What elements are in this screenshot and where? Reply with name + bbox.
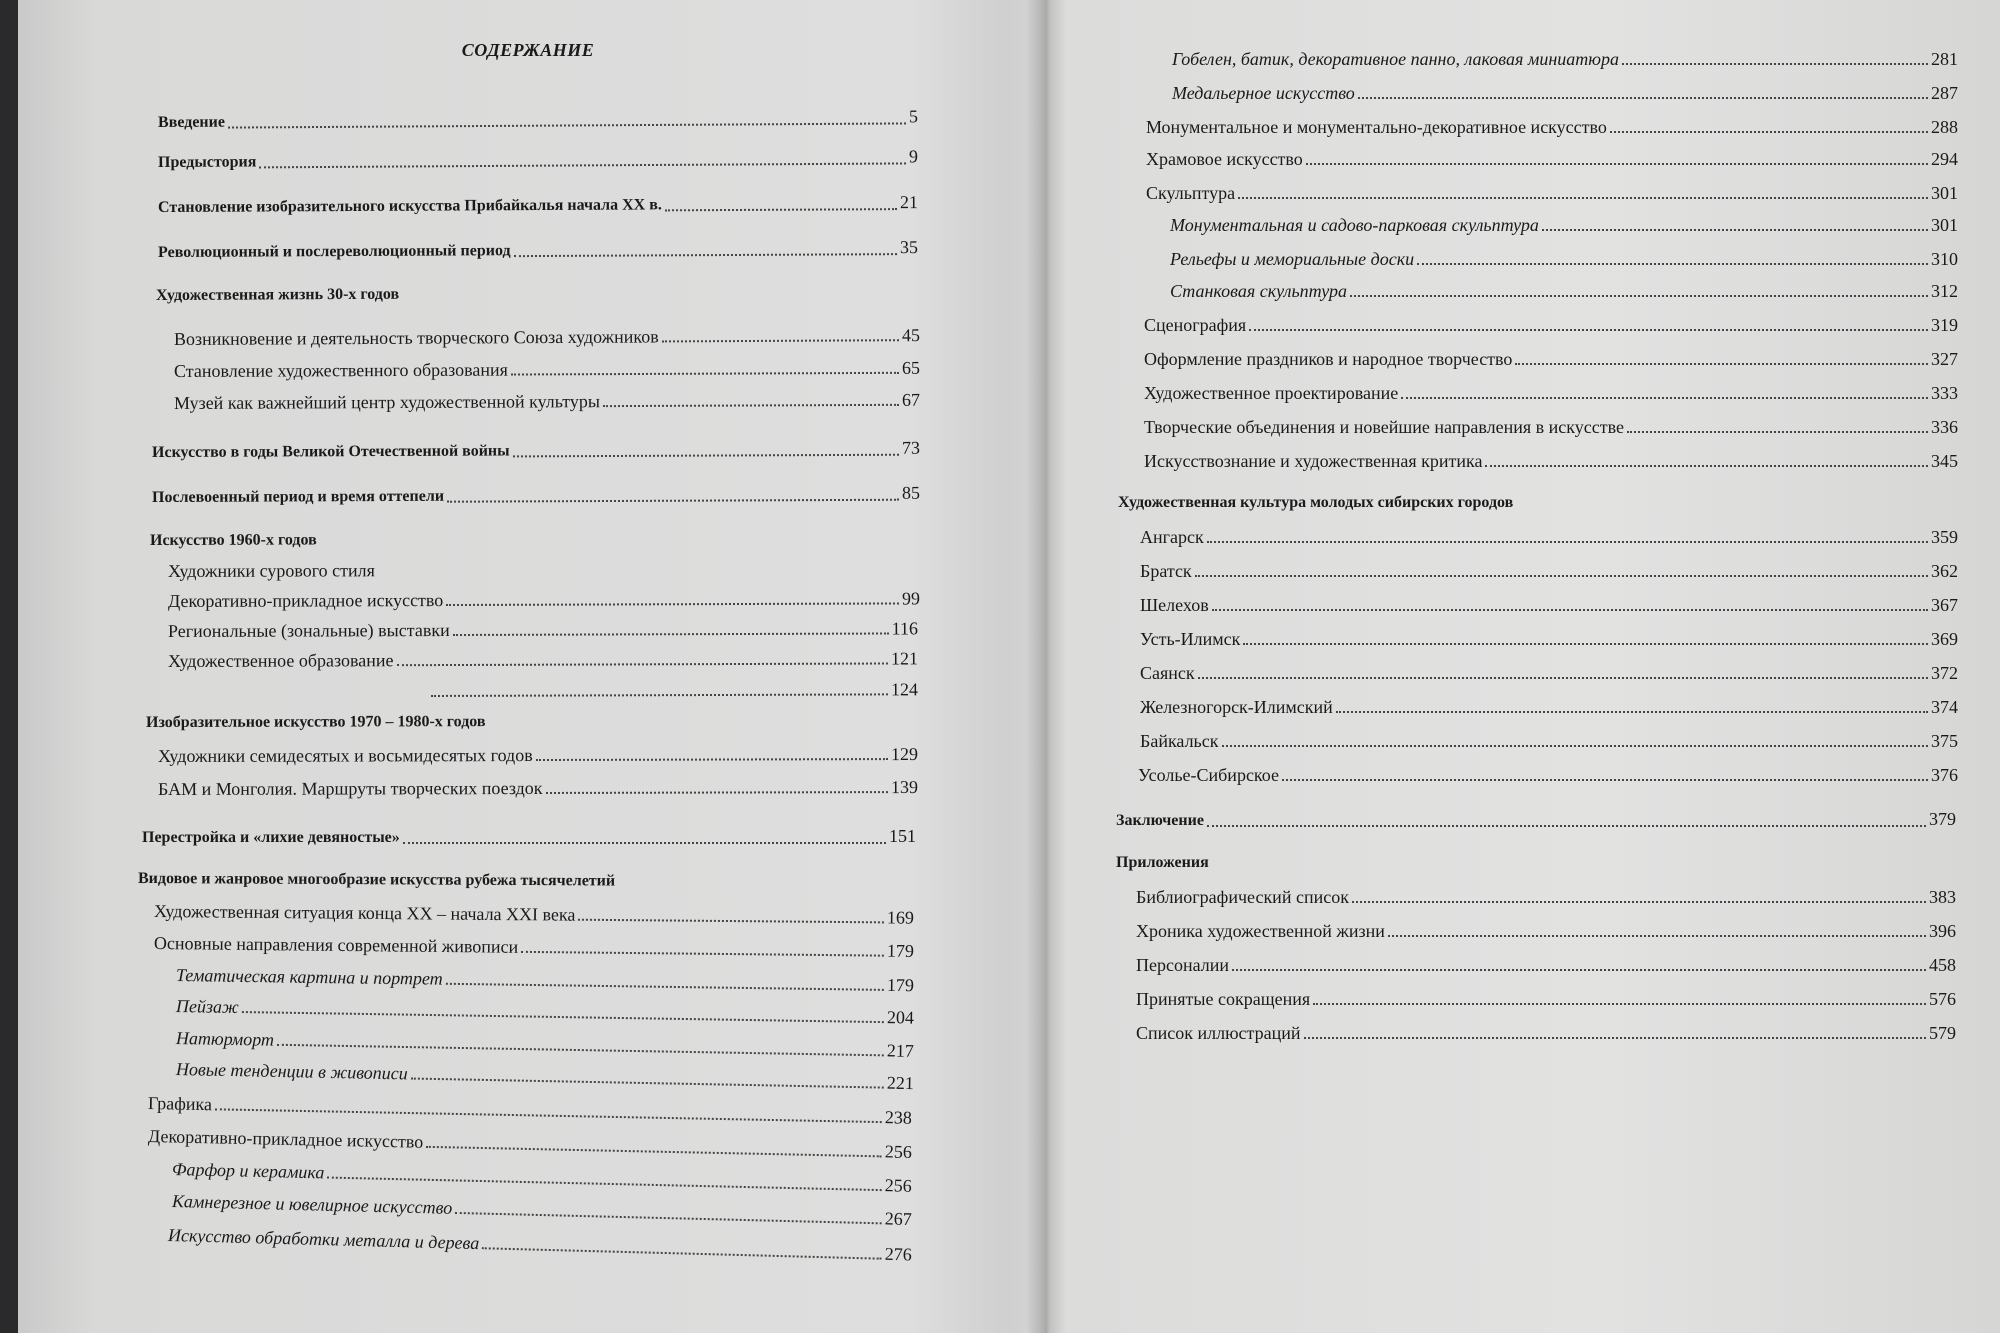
toc-entry-label: Художественная культура молодых сибирских городов (1118, 494, 1514, 511)
toc-entry-page-number: 327 (1931, 349, 1958, 369)
toc-entry-page-number: 256 (884, 1141, 913, 1162)
toc-entry-right-12 (1144, 450, 1958, 472)
toc-entry-label: Фарфор и керамика (171, 1159, 325, 1183)
toc-entry-label: Графика (147, 1093, 213, 1115)
toc-leader-dots (426, 1146, 882, 1158)
toc-entry-label: Предыстория (157, 153, 257, 171)
toc-entry-right-15 (1140, 560, 1958, 582)
toc-entry-right-28 (1136, 1022, 1956, 1044)
toc-entry-page-number: 333 (1931, 383, 1958, 403)
toc-entry-page-number: 374 (1931, 697, 1958, 717)
toc-entry-right-24 (1136, 886, 1956, 908)
toc-entry-left-12 (168, 587, 920, 612)
toc-entry-page-number: 336 (1931, 417, 1958, 437)
toc-entry-page-number: 287 (1931, 83, 1958, 103)
toc-leader-dots (403, 842, 886, 844)
toc-entry-label: Библиографический список (1136, 887, 1349, 907)
toc-entry-label: Медальерное искусство (1172, 83, 1355, 103)
toc-entry-left-11 (168, 559, 375, 582)
toc-entry-label: Рельефы и мемориальные доски (1170, 249, 1415, 269)
toc-entry-left-10 (150, 529, 317, 552)
toc-entry-right-23 (1116, 852, 1209, 874)
toc-entry-label: Железногорск-Илимский (1140, 697, 1333, 717)
toc-entry-page-number: 367 (1931, 595, 1958, 615)
toc-leader-dots (1207, 541, 1928, 543)
toc-leader-dots (1243, 643, 1928, 645)
toc-entry-left-0 (158, 105, 918, 134)
right-page (1098, 0, 1958, 1333)
toc-entry-label: Художественное проектирование (1144, 383, 1399, 403)
toc-entry-page-number: 281 (1931, 49, 1958, 69)
toc-entry-label: Основные направления современной живописи (153, 933, 519, 957)
toc-entry-label: Список иллюстраций (1136, 1023, 1301, 1043)
toc-entry-label: Усть-Илимск (1140, 629, 1241, 649)
toc-leader-dots (521, 951, 884, 957)
toc-entry-page-number: 139 (890, 777, 919, 798)
toc-entry-label: Послевоенный период и время оттепели (151, 487, 445, 506)
toc-leader-dots (1627, 431, 1928, 433)
toc-entry-left-18 (158, 776, 918, 800)
toc-leader-dots (1249, 329, 1928, 331)
toc-entry-page-number: 45 (901, 325, 921, 346)
toc-entry-right-1 (1172, 82, 1958, 104)
toc-entry-page-number: 35 (899, 237, 919, 258)
toc-leader-dots (1207, 825, 1926, 827)
toc-entry-label: Революционный и послереволюционный период (157, 242, 511, 261)
toc-entry-right-18 (1140, 662, 1958, 684)
toc-entry-right-26 (1136, 954, 1956, 976)
toc-leader-dots (482, 1247, 882, 1259)
toc-entry-left-7 (174, 389, 920, 414)
toc-entry-label: Оформление праздников и народное творчество (1144, 349, 1513, 369)
toc-entry-page-number: 67 (901, 389, 921, 410)
toc-entry-label: Введение (157, 113, 225, 131)
toc-leader-dots (546, 791, 889, 794)
toc-entry-label: Художественная жизнь 30-х годов (155, 285, 400, 304)
toc-entry-label: Искусство в годы Великой Отечественной войны (151, 442, 510, 461)
toc-leader-dots (1282, 779, 1928, 781)
toc-entry-label: Сценография (1144, 315, 1247, 335)
toc-entry-label: Художественная ситуация конца XX – начала XXI века (153, 901, 576, 925)
toc-entry-label: Хроника художественной жизни (1136, 921, 1385, 941)
toc-leader-dots (662, 339, 899, 342)
toc-entry-right-17 (1140, 628, 1958, 650)
toc-entry-left-17 (158, 743, 918, 767)
toc-entry-page-number: 9 (908, 146, 919, 167)
toc-entry-page-number: 73 (901, 437, 921, 458)
toc-entry-label: Монументальное и монументально-декоративное искусство (1146, 117, 1607, 137)
toc-leader-dots (1195, 575, 1928, 577)
toc-entry-left-15 (428, 678, 918, 702)
toc-entry-page-number: 179 (886, 940, 915, 961)
toc-entry-left-24 (176, 995, 914, 1029)
toc-entry-right-5 (1170, 214, 1958, 236)
toc-entry-page-number: 169 (886, 907, 915, 928)
toc-entry-label: Приложения (1116, 854, 1209, 871)
book-spread (18, 0, 2000, 1333)
toc-entry-page-number: 21 (899, 192, 919, 213)
toc-entry-label: Байкальск (1140, 731, 1219, 751)
toc-leader-dots (1401, 397, 1928, 399)
toc-leader-dots (1417, 263, 1928, 265)
toc-entry-page-number: 217 (886, 1040, 915, 1061)
toc-entry-label: Художники сурового стиля (167, 560, 375, 581)
toc-entry-right-6 (1170, 248, 1958, 270)
toc-leader-dots (1306, 163, 1928, 165)
toc-leader-dots (1610, 131, 1928, 133)
toc-entry-page-number: 85 (901, 482, 921, 503)
toc-entry-page-number: 362 (1931, 561, 1958, 581)
toc-entry-page-number: 238 (884, 1107, 913, 1128)
toc-entry-page-number: 376 (1931, 765, 1958, 785)
toc-entry-left-19 (142, 825, 916, 849)
toc-entry-left-27 (148, 1092, 912, 1129)
toc-entry-page-number: 294 (1931, 149, 1958, 169)
toc-entry-label: Новые тенденции в живописи (175, 1059, 408, 1084)
toc-entry-label: Изобразительное искусство 1970 – 1980-х годов (145, 713, 486, 731)
toc-entry-page-number: 65 (901, 357, 921, 378)
left-page (128, 0, 928, 1333)
toc-entry-page-number: 310 (1931, 249, 1958, 269)
toc-entry-label: Декоративно-прикладное искусство (167, 590, 444, 611)
toc-leader-dots (447, 499, 899, 503)
toc-entry-right-16 (1140, 594, 1958, 616)
toc-leader-dots (513, 454, 899, 458)
toc-entry-right-7 (1170, 280, 1958, 302)
toc-entry-page-number: 458 (1929, 955, 1956, 975)
toc-entry-label: Гобелен, батик, декоративное панно, лаковая миниатюра (1172, 49, 1619, 69)
toc-entry-left-6 (174, 357, 920, 382)
toc-entry-left-20 (138, 868, 615, 892)
toc-entry-page-number: 396 (1929, 921, 1956, 941)
toc-entry-label: Персоналии (1136, 955, 1230, 975)
toc-leader-dots (1238, 197, 1928, 199)
toc-entry-right-11 (1144, 416, 1958, 438)
toc-entry-label: Ангарск (1140, 527, 1204, 547)
toc-entry-right-4 (1146, 182, 1958, 204)
toc-title: СОДЕРЖАНИЕ (461, 40, 595, 60)
toc-entry-label: Творческие объединения и новейшие направления в искусстве (1144, 417, 1624, 437)
toc-entry-label: Натюрморт (175, 1028, 275, 1050)
toc-entry-left-5 (174, 324, 920, 350)
toc-entry-left-30 (172, 1190, 912, 1230)
toc-entry-page-number: 256 (884, 1175, 913, 1196)
toc-entry-label: Шелехов (1140, 595, 1209, 615)
toc-entry-label: Становление художественного образования (173, 359, 508, 381)
toc-entry-left-31 (168, 1224, 912, 1265)
toc-entry-right-14 (1140, 526, 1958, 548)
toc-leader-dots (1232, 969, 1926, 971)
toc-entry-label: Перестройка и «лихие девяностые» (142, 829, 400, 846)
toc-entry-label: Тематическая картина и портрет (175, 965, 443, 989)
toc-entry-page-number: 345 (1931, 451, 1958, 471)
toc-entry-page-number: 204 (886, 1007, 915, 1028)
toc-leader-dots (453, 632, 889, 636)
toc-entry-right-19 (1140, 696, 1958, 718)
toc-entry-page-number: 369 (1931, 629, 1958, 649)
toc-entry-label: Принятые сокращения (1136, 989, 1311, 1009)
toc-entry-page-number: 576 (1929, 989, 1956, 1009)
toc-entry-left-9 (152, 482, 920, 509)
toc-entry-left-26 (176, 1058, 914, 1094)
toc-leader-dots (411, 1078, 884, 1089)
toc-leader-dots (455, 1212, 882, 1224)
toc-entry-page-number: 375 (1931, 731, 1958, 751)
toc-entry-label: Братск (1140, 561, 1192, 581)
toc-entry-label: Декоративно-прикладное искусство (147, 1126, 424, 1152)
toc-entry-page-number: 372 (1931, 663, 1958, 683)
toc-entry-page-number: 116 (891, 618, 919, 639)
toc-entry-right-25 (1136, 920, 1956, 942)
toc-entry-label: Заключение (1116, 812, 1204, 829)
toc-entry-page-number: 319 (1931, 315, 1958, 335)
toc-entry-left-3 (158, 236, 918, 264)
toc-entry-left-4 (156, 284, 399, 307)
toc-entry-right-22 (1116, 808, 1956, 832)
toc-entry-page-number: 221 (886, 1072, 915, 1094)
toc-entry-left-22 (154, 932, 914, 962)
toc-leader-dots (1198, 677, 1928, 679)
toc-entry-page-number: 276 (884, 1243, 913, 1265)
toc-leader-dots (1350, 295, 1928, 297)
toc-entry-page-number: 301 (1931, 183, 1958, 203)
toc-entry-label: Искусствознание и художественная критика (1144, 451, 1483, 471)
toc-entry-left-25 (176, 1027, 914, 1062)
toc-leader-dots (228, 122, 906, 128)
toc-leader-dots (215, 1108, 882, 1123)
toc-entry-right-2 (1146, 116, 1958, 138)
toc-entry-label: Региональные (зональные) выставки (167, 620, 450, 641)
toc-entry-page-number: 5 (908, 106, 919, 127)
toc-entry-right-10 (1144, 382, 1958, 404)
toc-leader-dots (431, 693, 888, 697)
toc-entry-page-number: 124 (890, 679, 919, 700)
toc-entry-label: Искусство 1960-х годов (149, 531, 317, 549)
toc-entry-page-number: 288 (1931, 117, 1958, 137)
toc-entry-left-13 (168, 617, 918, 642)
toc-leader-dots (397, 662, 888, 666)
toc-entry-left-8 (152, 437, 920, 464)
toc-leader-dots (1212, 609, 1928, 611)
toc-entry-label: Усолье-Сибирское (1138, 765, 1279, 785)
toc-leader-dots (446, 983, 884, 991)
toc-entry-left-2 (158, 191, 918, 219)
toc-leader-dots (1515, 363, 1928, 365)
toc-leader-dots (242, 1011, 884, 1023)
toc-entry-page-number: 383 (1929, 887, 1956, 907)
toc-leader-dots (327, 1177, 881, 1192)
toc-entry-right-9 (1144, 348, 1958, 370)
toc-entry-right-27 (1136, 988, 1956, 1010)
toc-entry-label: Пейзаж (175, 996, 239, 1017)
toc-leader-dots (1358, 97, 1928, 99)
toc-leader-dots (259, 162, 906, 168)
toc-entry-page-number: 151 (889, 826, 916, 846)
toc-entry-label: Храмовое искусство (1146, 149, 1303, 169)
toc-leader-dots (511, 372, 899, 376)
toc-entry-right-8 (1144, 314, 1958, 336)
toc-leader-dots (1313, 1003, 1926, 1005)
toc-entry-page-number: 267 (884, 1208, 913, 1230)
toc-entry-page-number: 312 (1931, 281, 1958, 301)
toc-entry-left-16 (146, 711, 486, 734)
toc-entry-page-number: 129 (890, 744, 919, 765)
toc-leader-dots (1388, 935, 1926, 937)
toc-entry-page-number: 179 (886, 974, 915, 996)
toc-leader-dots (603, 404, 899, 407)
toc-leader-dots (1622, 63, 1928, 65)
toc-entry-right-3 (1146, 148, 1958, 170)
toc-entry-label: Скульптура (1146, 183, 1236, 203)
toc-entry-right-0 (1172, 48, 1958, 70)
toc-entry-left-1 (158, 145, 918, 174)
toc-leader-dots (578, 919, 884, 924)
toc-entry-label: БАМ и Монголия. Маршруты творческих поездок (157, 777, 543, 799)
toc-entry-left-29 (172, 1158, 912, 1197)
toc-entry-label: Возникновение и деятельность творческого Союза художников (173, 326, 659, 349)
toc-entry-page-number: 121 (890, 648, 919, 669)
toc-leader-dots (1485, 465, 1928, 467)
toc-leader-dots (1352, 901, 1926, 903)
toc-leader-dots (1336, 711, 1928, 713)
toc-leader-dots (514, 253, 897, 257)
toc-leader-dots (277, 1044, 884, 1057)
toc-leader-dots (446, 602, 899, 606)
toc-entry-right-20 (1140, 730, 1958, 752)
toc-entry-label: Монументальная и садово-парковая скульптура (1170, 215, 1539, 235)
toc-entry-left-28 (148, 1125, 912, 1163)
toc-entry-label: Искусство обработки металла и дерева (167, 1225, 480, 1254)
toc-entry-label: Саянск (1140, 663, 1195, 683)
toc-entry-page-number: 301 (1931, 215, 1958, 235)
toc-entry-page-number: 99 (901, 588, 921, 609)
toc-leader-dots (1222, 745, 1928, 747)
toc-entry-label: Видовое и жанровое многообразие искусства рубежа тысячелетий (137, 870, 616, 890)
toc-entry-page-number: 579 (1929, 1023, 1956, 1043)
toc-leader-dots (665, 208, 897, 211)
toc-entry-right-21 (1138, 764, 1958, 786)
toc-entry-label: Музей как важнейший центр художественной культуры (173, 391, 601, 413)
book-gutter (1026, 0, 1066, 1333)
toc-entry-label: Становление изобразительного искусства Прибайкалья начала XX в. (157, 196, 662, 216)
toc-entry-left-23 (176, 964, 914, 996)
toc-entry-label: Станковая скульптура (1170, 281, 1347, 301)
toc-entry-label: Камнерезное и ювелирное искусство (171, 1191, 453, 1218)
toc-entry-page-number: 359 (1931, 527, 1958, 547)
toc-entry-right-13 (1118, 492, 1513, 514)
toc-entry-page-number: 379 (1929, 809, 1956, 829)
toc-entry-left-21 (154, 900, 914, 929)
toc-entry-label: Художники семидесятых и восьмидесятых годов (157, 745, 533, 766)
toc-entry-left-14 (168, 647, 918, 672)
toc-leader-dots (536, 758, 888, 761)
toc-leader-dots (1542, 229, 1928, 231)
toc-entry-label: Художественное образование (167, 650, 394, 671)
toc-leader-dots (1304, 1037, 1926, 1039)
